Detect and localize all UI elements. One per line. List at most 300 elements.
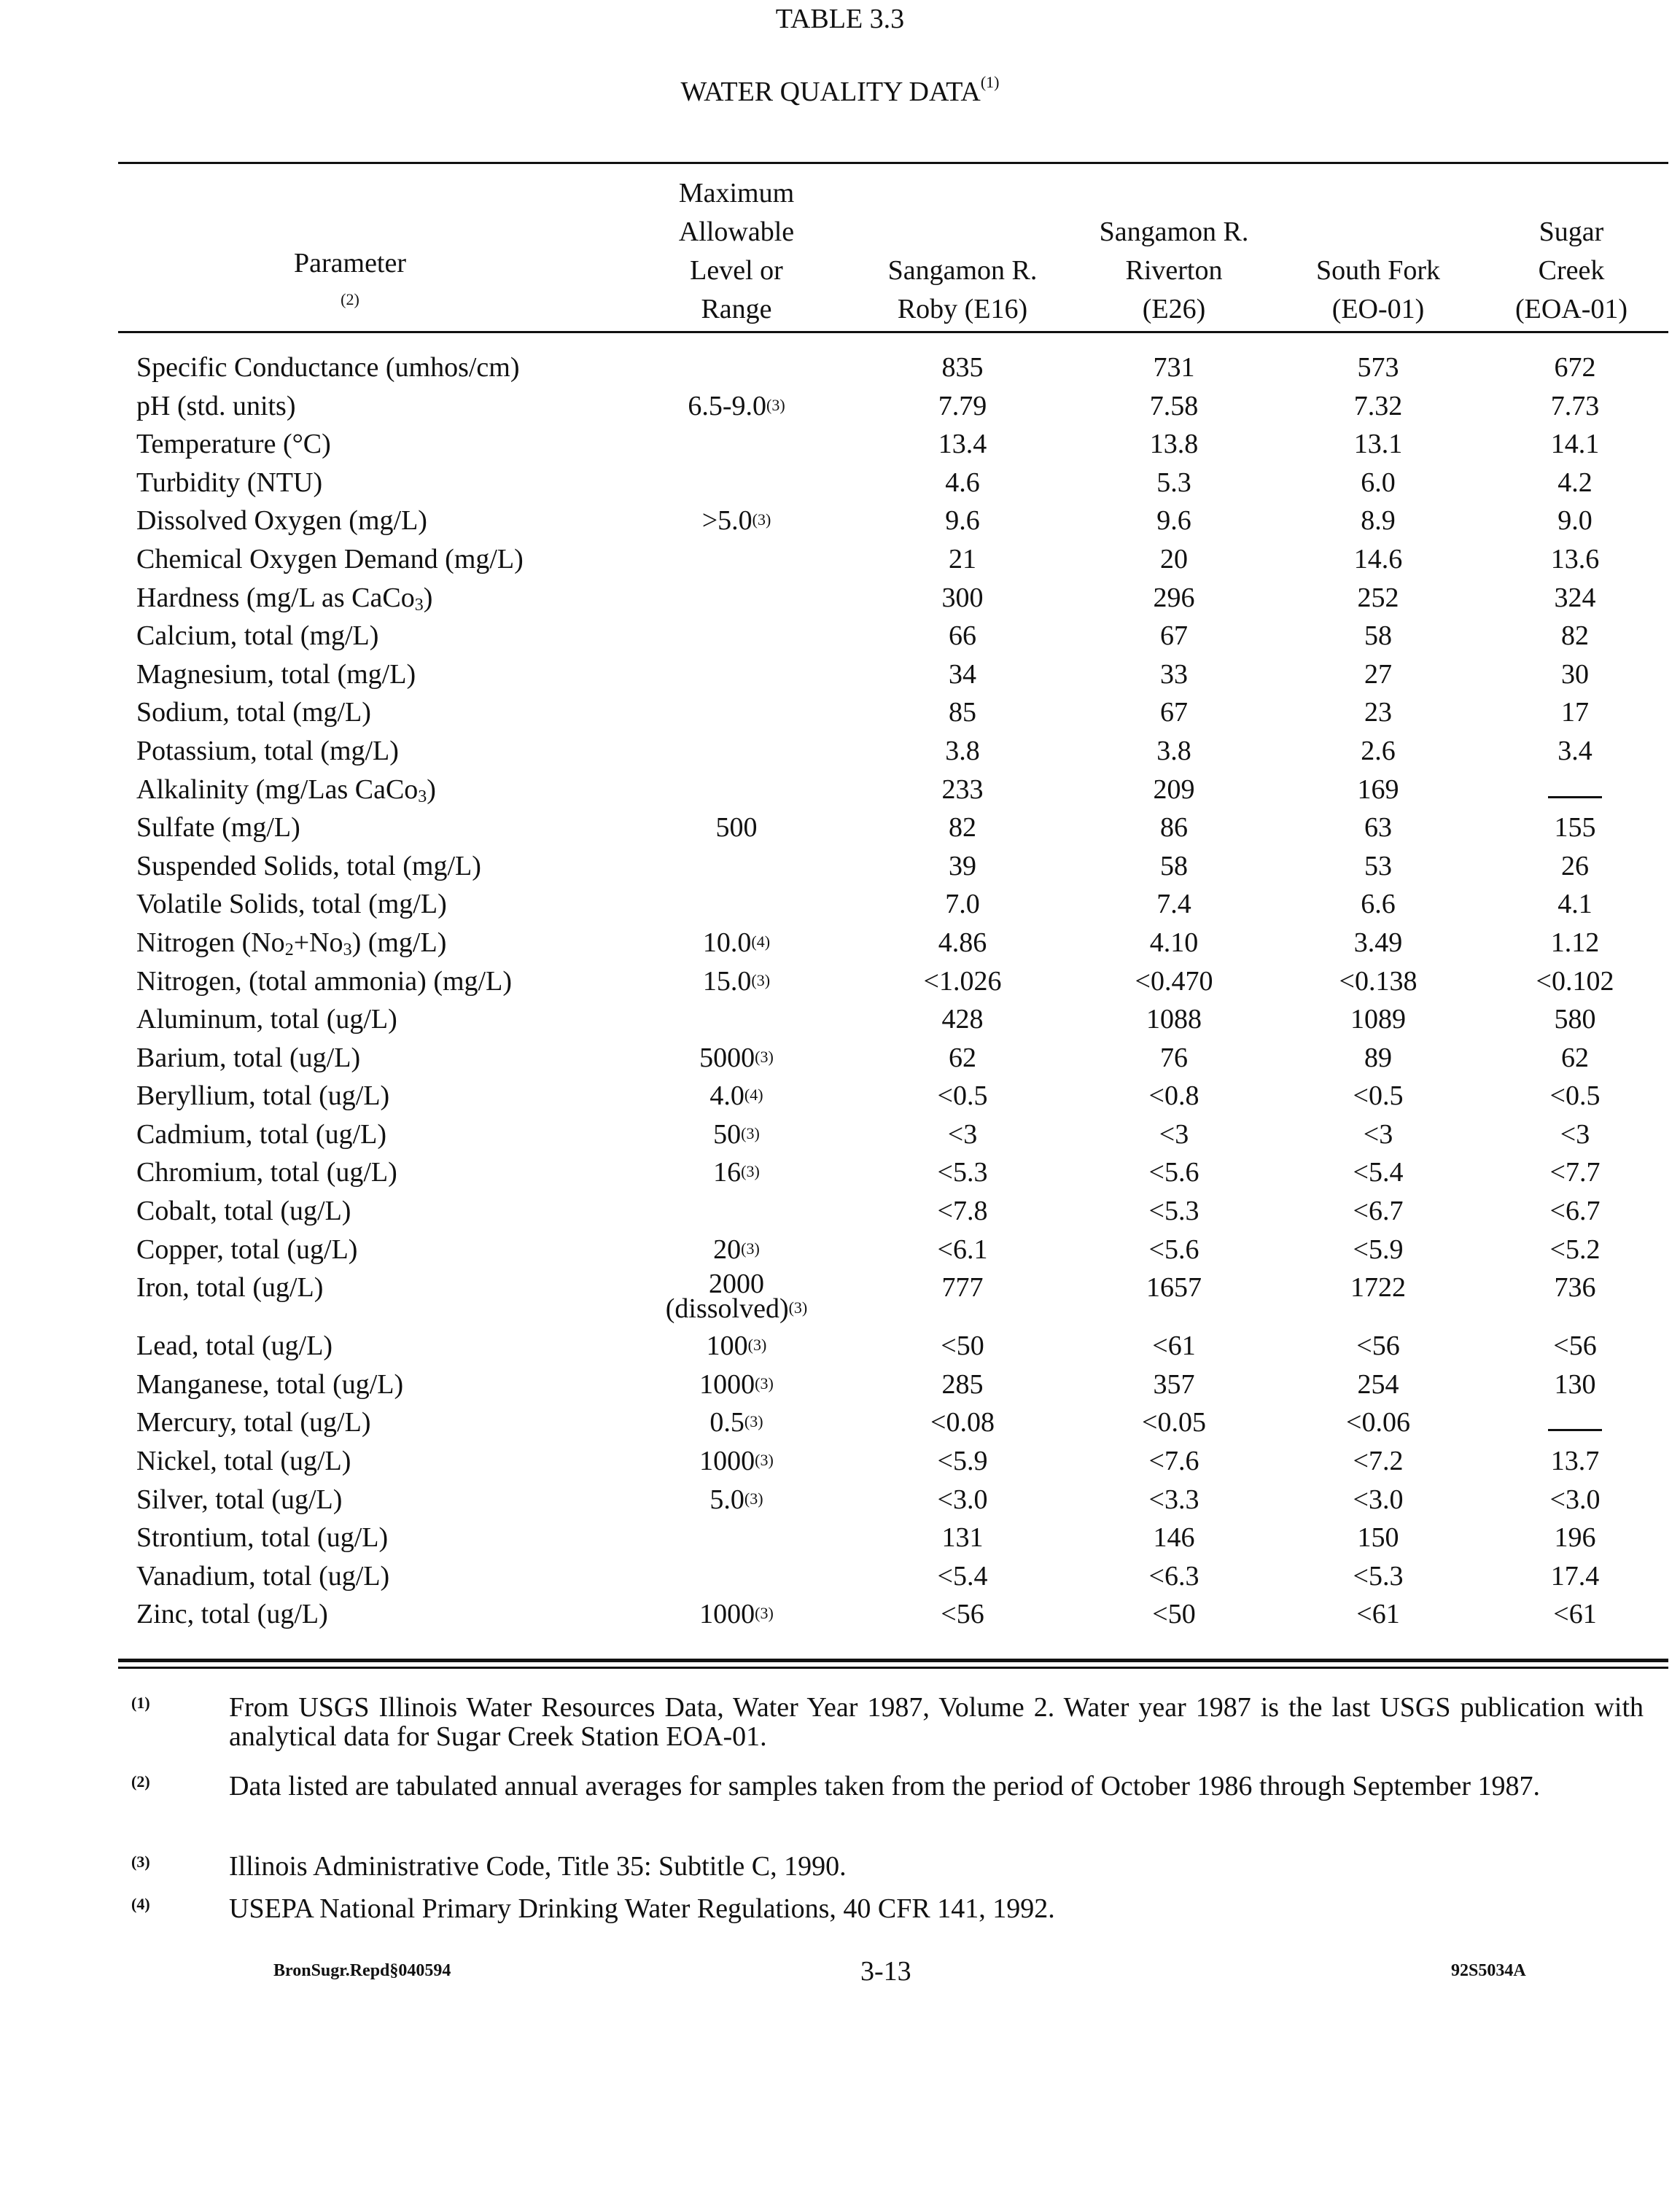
cell-sugar-creek: 13.6 bbox=[1550, 543, 1600, 574]
cell-south-fork: 23 bbox=[1364, 697, 1392, 728]
header-sangamon-roby bbox=[853, 179, 1072, 329]
cell-south-fork: <3.0 bbox=[1353, 1484, 1404, 1515]
no-data-dash bbox=[1548, 777, 1602, 798]
table-row bbox=[0, 1557, 1680, 1596]
cell-parameter bbox=[136, 1231, 357, 1269]
table-row bbox=[0, 1481, 1680, 1519]
cell-sugar-creek: <3.0 bbox=[1549, 1484, 1601, 1515]
max-level-note: (3) bbox=[755, 1374, 774, 1392]
cell-parameter bbox=[136, 924, 446, 965]
cell-sangamon-riverton: <0.470 bbox=[1135, 965, 1213, 997]
cell-sangamon-riverton: <6.3 bbox=[1148, 1560, 1199, 1592]
cell-sangamon-roby: <5.3 bbox=[937, 1157, 988, 1188]
parameter-text: pH (std. units) bbox=[136, 390, 296, 421]
cell-south-fork: 13.1 bbox=[1353, 429, 1403, 460]
cell-south-fork: <0.5 bbox=[1353, 1080, 1404, 1112]
cell-south-fork: 27 bbox=[1364, 658, 1392, 690]
cell-south-fork: 6.0 bbox=[1361, 467, 1396, 498]
cell-sangamon-riverton: 296 bbox=[1153, 582, 1195, 613]
max-level-value: 0.5 bbox=[709, 1407, 744, 1438]
max-level-note: (3) bbox=[755, 1451, 774, 1470]
parameter-text: Iron, total (ug/L) bbox=[136, 1272, 324, 1304]
cell-sangamon-riverton: 20 bbox=[1160, 543, 1188, 574]
cell-sangamon-roby: <3 bbox=[947, 1118, 978, 1150]
cell-sugar-creek: <0.102 bbox=[1536, 965, 1614, 997]
cell-max-level bbox=[642, 1366, 831, 1407]
parameter-text: Calcium, total (mg/L) bbox=[136, 620, 379, 652]
cell-sugar-creek: 580 bbox=[1554, 1004, 1596, 1035]
cell-max-level bbox=[642, 1403, 831, 1445]
cell-max-level bbox=[642, 1269, 831, 1328]
header-col2-line: (E26) bbox=[1142, 294, 1206, 324]
cell-south-fork: 7.32 bbox=[1353, 390, 1403, 421]
cell-sugar-creek: 736 bbox=[1554, 1272, 1596, 1304]
parameter-text: Turbidity (NTU) bbox=[136, 467, 323, 498]
max-level-note: (3) bbox=[751, 970, 771, 989]
cell-max-level bbox=[642, 1153, 831, 1195]
table-row bbox=[0, 502, 1680, 540]
max-level-note: (3) bbox=[755, 1047, 774, 1066]
cell-south-fork: 1722 bbox=[1350, 1272, 1406, 1304]
parameter-text: Potassium, total (mg/L) bbox=[136, 735, 399, 766]
table-row bbox=[0, 1115, 1680, 1154]
cell-sangamon-riverton: <5.6 bbox=[1148, 1157, 1199, 1188]
max-level-qualifier: (dissolved) bbox=[665, 1293, 789, 1325]
max-level-value: 1000 bbox=[699, 1368, 755, 1400]
cell-sangamon-roby: 428 bbox=[941, 1004, 984, 1035]
cell-sangamon-riverton: 146 bbox=[1153, 1522, 1195, 1554]
cell-parameter bbox=[136, 1039, 360, 1077]
cell-sugar-creek: 672 bbox=[1554, 352, 1596, 383]
cell-sangamon-riverton: 13.8 bbox=[1149, 429, 1199, 460]
parameter-text: +No bbox=[293, 927, 343, 958]
cell-sugar-creek: 130 bbox=[1554, 1368, 1596, 1400]
table-row bbox=[0, 885, 1680, 924]
cell-sangamon-roby: 7.79 bbox=[938, 390, 987, 421]
max-level-note: (3) bbox=[741, 1123, 760, 1142]
table-row bbox=[0, 1403, 1680, 1442]
cell-sangamon-roby: <1.026 bbox=[923, 965, 1002, 997]
table-row bbox=[0, 540, 1680, 579]
cell-max-level bbox=[642, 809, 831, 850]
header-col1-line: Sangamon R. bbox=[887, 255, 1038, 286]
cell-south-fork: <0.138 bbox=[1339, 965, 1418, 997]
cell-sugar-creek: <6.7 bbox=[1549, 1196, 1601, 1227]
cell-sugar-creek: 26 bbox=[1561, 850, 1589, 881]
max-level-note: (4) bbox=[751, 932, 771, 951]
cell-parameter bbox=[136, 1403, 370, 1441]
parameter-text: Hardness (mg/L as CaCo bbox=[136, 582, 415, 613]
footnote-text: From USGS Illinois Water Resources Data, Water Year 1987, Volume 2. Water year 1987 is the last USGS publication with analytical data for Sugar Creek Station EOA-01. bbox=[229, 1692, 1644, 1752]
header-south-fork bbox=[1269, 179, 1488, 329]
cell-south-fork: 573 bbox=[1357, 352, 1399, 383]
max-level-value: 50 bbox=[713, 1118, 742, 1150]
cell-sangamon-roby: 4.6 bbox=[945, 467, 980, 498]
table-row bbox=[0, 1269, 1680, 1327]
cell-parameter bbox=[136, 771, 436, 812]
cell-sugar-creek: <61 bbox=[1553, 1599, 1597, 1630]
max-level-value: >5.0 bbox=[701, 505, 752, 537]
cell-sangamon-roby: <6.1 bbox=[937, 1234, 988, 1265]
table-row bbox=[0, 1231, 1680, 1269]
cell-south-fork: <61 bbox=[1356, 1599, 1400, 1630]
cell-sangamon-roby: 7.0 bbox=[945, 889, 980, 920]
max-level-note: (4) bbox=[744, 1086, 763, 1105]
cell-sangamon-roby: 85 bbox=[949, 697, 976, 728]
max-level-note: (3) bbox=[741, 1162, 760, 1181]
parameter-text: ) bbox=[423, 582, 433, 613]
cell-max-level bbox=[642, 1442, 831, 1484]
cell-parameter bbox=[136, 387, 296, 425]
cell-south-fork: 254 bbox=[1357, 1368, 1399, 1400]
cell-sugar-creek: 324 bbox=[1554, 582, 1596, 613]
header-max-line: Range bbox=[701, 294, 772, 324]
header-col1-line: Roby (E16) bbox=[897, 294, 1028, 324]
header-col2-line: Riverton bbox=[1125, 255, 1223, 286]
parameter-text: Manganese, total (ug/L) bbox=[136, 1368, 404, 1400]
parameter-text: Chromium, total (ug/L) bbox=[136, 1157, 397, 1188]
cell-south-fork: <7.2 bbox=[1353, 1446, 1404, 1477]
cell-south-fork: <56 bbox=[1356, 1331, 1400, 1362]
header-col4-line: Sugar bbox=[1539, 217, 1604, 247]
cell-sugar-creek: 30 bbox=[1561, 658, 1589, 690]
table-row bbox=[0, 962, 1680, 1001]
table-row bbox=[0, 655, 1680, 694]
table-row bbox=[0, 693, 1680, 732]
cell-sangamon-roby: 39 bbox=[949, 850, 976, 881]
table-row bbox=[0, 1327, 1680, 1366]
cell-sangamon-riverton: <7.6 bbox=[1148, 1446, 1199, 1477]
parameter-text: Silver, total (ug/L) bbox=[136, 1484, 343, 1515]
parameter-text: Nitrogen (No bbox=[136, 927, 285, 958]
table-row bbox=[0, 617, 1680, 655]
parameter-text: Suspended Solids, total (mg/L) bbox=[136, 850, 481, 881]
cell-parameter bbox=[136, 1327, 332, 1365]
cell-sangamon-roby: 285 bbox=[941, 1368, 984, 1400]
parameter-text: Copper, total (ug/L) bbox=[136, 1234, 358, 1265]
table-number: TABLE 3.3 bbox=[775, 4, 905, 34]
parameter-text: Aluminum, total (ug/L) bbox=[136, 1004, 397, 1035]
cell-south-fork: 252 bbox=[1357, 582, 1399, 613]
cell-sangamon-roby: 131 bbox=[941, 1522, 984, 1554]
cell-sangamon-roby: <5.4 bbox=[937, 1560, 988, 1592]
cell-south-fork: 58 bbox=[1364, 620, 1392, 652]
cell-sangamon-roby: 233 bbox=[941, 774, 984, 805]
max-level-value: 1000 bbox=[699, 1446, 755, 1477]
parameter-text: Nitrogen, (total ammonia) (mg/L) bbox=[136, 965, 512, 997]
parameter-text: Volatile Solids, total (mg/L) bbox=[136, 889, 447, 920]
max-level-note: (3) bbox=[766, 395, 785, 414]
cell-sangamon-roby: 9.6 bbox=[945, 505, 980, 537]
cell-parameter bbox=[136, 732, 399, 770]
cell-sugar-creek: 14.1 bbox=[1550, 429, 1600, 460]
cell-parameter bbox=[136, 1481, 342, 1519]
cell-max-level bbox=[642, 387, 831, 429]
table-row bbox=[0, 464, 1680, 502]
table-row bbox=[0, 1153, 1680, 1192]
cell-sangamon-riverton: 33 bbox=[1160, 658, 1188, 690]
table-row bbox=[0, 771, 1680, 809]
cell-sangamon-riverton: <5.6 bbox=[1148, 1234, 1199, 1265]
cell-sugar-creek: 196 bbox=[1554, 1522, 1596, 1554]
header-col3-line: (EO-01) bbox=[1331, 294, 1425, 324]
cell-parameter bbox=[136, 1557, 389, 1595]
cell-south-fork: 1089 bbox=[1350, 1004, 1406, 1035]
cell-south-fork: <5.3 bbox=[1353, 1560, 1404, 1592]
max-level-note: (3) bbox=[752, 510, 771, 529]
cell-sugar-creek: 9.0 bbox=[1558, 505, 1592, 537]
cell-sugar-creek: <7.7 bbox=[1549, 1157, 1601, 1188]
cell-sangamon-riverton: <50 bbox=[1152, 1599, 1196, 1630]
table-row bbox=[0, 1039, 1680, 1078]
max-level-value: 6.5-9.0 bbox=[688, 390, 766, 421]
table-row bbox=[0, 425, 1680, 464]
footer-doc-id: 92S5034A bbox=[1451, 1961, 1526, 1980]
parameter-text: Chemical Oxygen Demand (mg/L) bbox=[136, 543, 524, 574]
cell-parameter bbox=[136, 502, 427, 540]
bottom-rule-thin bbox=[118, 1667, 1668, 1669]
cell-sangamon-riverton: 76 bbox=[1160, 1042, 1188, 1073]
header-parameter-text: Parameter bbox=[293, 248, 407, 279]
max-level-value: 1000 bbox=[699, 1599, 755, 1630]
header-max-line: Allowable bbox=[678, 217, 795, 247]
page-number: 3-13 bbox=[860, 1956, 911, 1987]
cell-sangamon-roby: <7.8 bbox=[937, 1196, 988, 1227]
cell-sugar-creek: 155 bbox=[1554, 812, 1596, 844]
header-col3-line: South Fork bbox=[1316, 255, 1440, 286]
header-parameter bbox=[241, 179, 459, 329]
cell-south-fork: 3.49 bbox=[1353, 927, 1403, 958]
parameter-text: Cadmium, total (ug/L) bbox=[136, 1118, 387, 1150]
parameter-text: Alkalinity (mg/Las CaCo bbox=[136, 774, 419, 805]
cell-sangamon-roby: <50 bbox=[941, 1331, 984, 1362]
footnote-text: Illinois Administrative Code, Title 35: Subtitle C, 1990. bbox=[229, 1851, 847, 1882]
header-rule bbox=[118, 331, 1668, 333]
cell-sangamon-roby: 300 bbox=[941, 582, 984, 613]
cell-south-fork: <5.9 bbox=[1353, 1234, 1404, 1265]
table-body bbox=[0, 348, 1680, 1634]
parameter-text: Magnesium, total (mg/L) bbox=[136, 658, 416, 690]
parameter-subscript: 3 bbox=[418, 787, 427, 806]
footnote-mark: (4) bbox=[131, 1895, 150, 1913]
table-row bbox=[0, 809, 1680, 847]
cell-sangamon-roby: 82 bbox=[949, 812, 976, 844]
bottom-rule-thick bbox=[118, 1659, 1668, 1662]
parameter-text: ) (mg/L) bbox=[351, 927, 447, 958]
cell-parameter bbox=[136, 1115, 386, 1153]
cell-sangamon-riverton: 7.4 bbox=[1156, 889, 1191, 920]
cell-sugar-creek: 17 bbox=[1561, 697, 1589, 728]
cell-parameter bbox=[136, 617, 378, 655]
cell-max-level bbox=[642, 1327, 831, 1368]
cell-sangamon-roby: 4.86 bbox=[938, 927, 987, 958]
cell-sugar-creek: <3 bbox=[1560, 1118, 1590, 1150]
table-row bbox=[0, 1366, 1680, 1404]
cell-sangamon-roby: 777 bbox=[941, 1272, 984, 1304]
cell-sangamon-riverton: 67 bbox=[1160, 697, 1188, 728]
cell-max-level bbox=[642, 1231, 831, 1272]
parameter-text: ) bbox=[427, 774, 436, 805]
cell-south-fork: 2.6 bbox=[1361, 735, 1396, 766]
cell-parameter bbox=[136, 847, 481, 885]
cell-sugar-creek: <5.2 bbox=[1549, 1234, 1601, 1265]
cell-sangamon-riverton: 9.6 bbox=[1156, 505, 1191, 537]
max-level-value: 20 bbox=[713, 1234, 742, 1265]
top-rule bbox=[118, 162, 1668, 164]
header-max-line: Maximum bbox=[678, 178, 795, 209]
cell-sangamon-riverton: 86 bbox=[1160, 812, 1188, 844]
table-title bbox=[0, 73, 1680, 108]
max-level-value: 10.0 bbox=[702, 927, 752, 958]
table-row bbox=[0, 1192, 1680, 1231]
table-row bbox=[0, 732, 1680, 771]
cell-parameter bbox=[136, 348, 520, 386]
cell-sangamon-riverton: 58 bbox=[1160, 850, 1188, 881]
cell-sangamon-riverton: 7.58 bbox=[1149, 390, 1199, 421]
cell-sangamon-roby: 3.8 bbox=[945, 735, 980, 766]
cell-sangamon-riverton: <0.05 bbox=[1142, 1407, 1206, 1438]
cell-south-fork: 150 bbox=[1357, 1522, 1399, 1554]
footer-file-ref: BronSugr.Repd§040594 bbox=[273, 1961, 451, 1980]
parameter-text: Vanadium, total (ug/L) bbox=[136, 1560, 390, 1592]
parameter-text: Zinc, total (ug/L) bbox=[136, 1599, 328, 1630]
cell-parameter bbox=[136, 425, 331, 463]
cell-sangamon-roby: 62 bbox=[949, 1042, 976, 1073]
cell-max-level bbox=[642, 1481, 831, 1522]
cell-sangamon-riverton: <3 bbox=[1159, 1118, 1189, 1150]
cell-sangamon-riverton: 209 bbox=[1153, 774, 1195, 805]
header-col4-line: (EOA-01) bbox=[1514, 294, 1628, 324]
cell-parameter bbox=[136, 540, 524, 578]
parameter-text: Strontium, total (ug/L) bbox=[136, 1522, 389, 1554]
cell-sugar-creek: 1.12 bbox=[1550, 927, 1600, 958]
parameter-text: Dissolved Oxygen (mg/L) bbox=[136, 505, 427, 537]
parameter-text: Specific Conductance (umhos/cm) bbox=[136, 352, 520, 383]
cell-sangamon-roby: 21 bbox=[949, 543, 976, 574]
cell-south-fork: <5.4 bbox=[1353, 1157, 1404, 1188]
cell-south-fork: 63 bbox=[1364, 812, 1392, 844]
cell-south-fork: 89 bbox=[1364, 1042, 1392, 1073]
table-row bbox=[0, 847, 1680, 886]
max-level-stack bbox=[666, 1269, 808, 1325]
no-data-dash bbox=[1548, 1410, 1602, 1431]
cell-sugar-creek: 62 bbox=[1561, 1042, 1589, 1073]
cell-sugar-creek: <0.5 bbox=[1549, 1080, 1601, 1112]
cell-sangamon-riverton: <61 bbox=[1152, 1331, 1196, 1362]
parameter-text: Lead, total (ug/L) bbox=[136, 1331, 333, 1362]
parameter-text: Barium, total (ug/L) bbox=[136, 1042, 361, 1073]
cell-sugar-creek: 3.4 bbox=[1558, 735, 1592, 766]
parameter-text: Beryllium, total (ug/L) bbox=[136, 1080, 390, 1112]
cell-parameter bbox=[136, 579, 432, 620]
header-max-line: Level or bbox=[690, 255, 783, 286]
max-level-note: (3) bbox=[741, 1239, 760, 1258]
header-max-level bbox=[642, 179, 831, 329]
cell-sugar-creek: 4.1 bbox=[1558, 889, 1592, 920]
table-row bbox=[0, 1442, 1680, 1481]
footnote-mark: (1) bbox=[131, 1694, 150, 1712]
parameter-subscript: 3 bbox=[343, 940, 352, 959]
cell-sugar-creek bbox=[1488, 771, 1662, 809]
cell-sangamon-riverton: 1088 bbox=[1146, 1004, 1202, 1035]
cell-sangamon-roby: 66 bbox=[949, 620, 976, 652]
cell-south-fork: <0.06 bbox=[1346, 1407, 1410, 1438]
footnote-text: USEPA National Primary Drinking Water Regulations, 40 CFR 141, 1992. bbox=[229, 1893, 1055, 1924]
table-row bbox=[0, 1519, 1680, 1557]
max-level-note: (3) bbox=[744, 1412, 763, 1431]
cell-sangamon-riverton: 4.10 bbox=[1149, 927, 1199, 958]
parameter-text: Cobalt, total (ug/L) bbox=[136, 1196, 351, 1227]
cell-sangamon-roby: <5.9 bbox=[937, 1446, 988, 1477]
footnote-text: Data listed are tabulated annual averages for samples taken from the period of October 1986 through September 1987. bbox=[229, 1771, 1541, 1801]
header-sugar-creek bbox=[1488, 179, 1655, 329]
cell-sangamon-riverton: 3.8 bbox=[1156, 735, 1191, 766]
header-col2-line: Sangamon R. bbox=[1099, 217, 1249, 247]
cell-parameter bbox=[136, 809, 300, 846]
cell-sangamon-roby: 34 bbox=[949, 658, 976, 690]
table-row bbox=[0, 1000, 1680, 1039]
cell-max-level bbox=[642, 1077, 831, 1118]
parameter-text: Temperature (°C) bbox=[136, 429, 331, 460]
cell-sangamon-riverton: 1657 bbox=[1146, 1272, 1202, 1304]
header-sangamon-riverton bbox=[1065, 179, 1283, 329]
cell-sugar-creek bbox=[1488, 1403, 1662, 1441]
cell-south-fork: <3 bbox=[1363, 1118, 1393, 1150]
parameter-subscript: 3 bbox=[414, 595, 424, 615]
cell-max-level bbox=[642, 1115, 831, 1157]
cell-parameter bbox=[136, 655, 416, 693]
cell-sangamon-roby: 13.4 bbox=[938, 429, 987, 460]
cell-south-fork: 8.9 bbox=[1361, 505, 1396, 537]
max-level-value: 2000 bbox=[709, 1269, 764, 1300]
cell-sangamon-roby: <0.08 bbox=[930, 1407, 995, 1438]
table-row bbox=[0, 348, 1680, 387]
parameter-text: Sodium, total (mg/L) bbox=[136, 697, 371, 728]
cell-south-fork: <6.7 bbox=[1353, 1196, 1404, 1227]
cell-max-level bbox=[642, 962, 831, 1004]
table-row bbox=[0, 1077, 1680, 1115]
cell-parameter bbox=[136, 1595, 328, 1633]
table-row bbox=[0, 387, 1680, 426]
cell-sangamon-riverton: 67 bbox=[1160, 620, 1188, 652]
cell-sugar-creek: 13.7 bbox=[1550, 1446, 1600, 1477]
cell-parameter bbox=[136, 1153, 397, 1191]
parameter-subscript: 2 bbox=[284, 940, 294, 959]
cell-sugar-creek: 4.2 bbox=[1558, 467, 1592, 498]
cell-sugar-creek: <56 bbox=[1553, 1331, 1597, 1362]
parameter-text: Mercury, total (ug/L) bbox=[136, 1407, 371, 1438]
cell-parameter bbox=[136, 1000, 397, 1038]
parameter-text: Sulfate (mg/L) bbox=[136, 812, 300, 844]
table-title-note: (1) bbox=[980, 73, 1000, 92]
cell-parameter bbox=[136, 1442, 351, 1480]
max-level-value: 15.0 bbox=[702, 965, 752, 997]
max-level-value: 5.0 bbox=[709, 1484, 744, 1515]
cell-sangamon-riverton: 731 bbox=[1153, 352, 1195, 383]
cell-sangamon-riverton: <0.8 bbox=[1148, 1080, 1199, 1112]
cell-parameter bbox=[136, 1269, 323, 1306]
max-level-value: 4.0 bbox=[709, 1080, 744, 1112]
header-col4-line: Creek bbox=[1538, 255, 1605, 286]
cell-sangamon-roby: <3.0 bbox=[937, 1484, 988, 1515]
cell-max-level bbox=[642, 1595, 831, 1637]
cell-parameter bbox=[136, 962, 512, 1000]
cell-parameter bbox=[136, 1077, 389, 1115]
cell-max-level bbox=[642, 1039, 831, 1080]
cell-south-fork: 169 bbox=[1357, 774, 1399, 805]
max-level-value: 5000 bbox=[699, 1042, 755, 1073]
table-row bbox=[0, 579, 1680, 618]
